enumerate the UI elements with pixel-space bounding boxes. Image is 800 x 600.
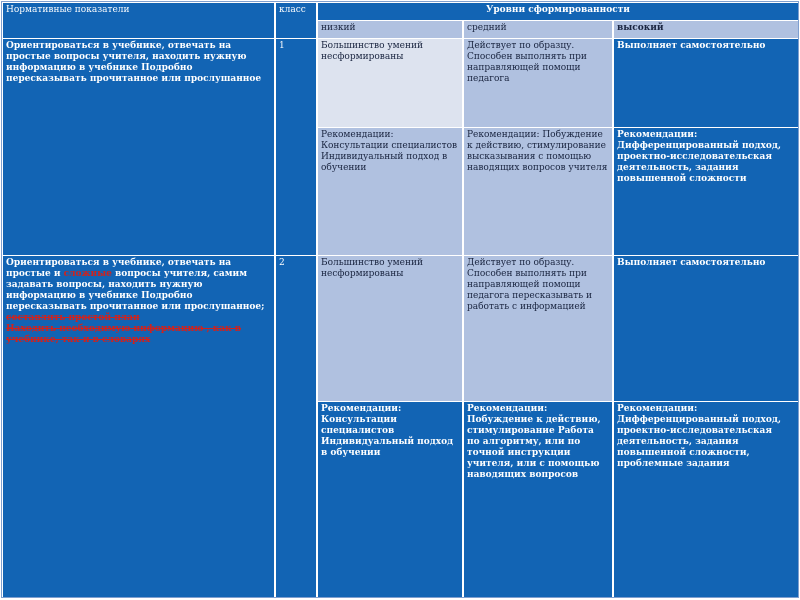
- row1-low: [318, 39, 462, 127]
- row2-indicator: [3, 256, 274, 597]
- row2-indicator-highlight-2: составлять простой план: [6, 313, 140, 323]
- header-high-label: высокий: [617, 23, 664, 33]
- row1-medium: [464, 39, 612, 127]
- row2-rec-high: [614, 402, 798, 597]
- row2-high: [614, 256, 798, 401]
- row2-indicator-text-3: Подробно пересказывать прочитанное или прослушанное;: [6, 291, 265, 312]
- header-grade-label: класс: [279, 5, 306, 15]
- row2-indicator-text-1: Ориентироваться в учебнике, отвечать на простые и: [6, 258, 232, 279]
- row1-indicator-text: Ориентироваться в учебнике, отвечать на простые вопросы учителя, находить нужную информацию в учебнике Подробно пересказывать прочитанное или прослушанное: [6, 41, 262, 84]
- row1-rec-medium-text: Рекомендации: Побуждение к действию, стимулирование высказывания с помощью наводящих вопросов учителя: [467, 130, 608, 173]
- row2-low: [318, 256, 462, 401]
- row1-rec-high: [614, 128, 798, 255]
- row2-medium-text: Действует по образцу. Способен выполнять при направляющей помощи педагога пересказывать и работать с информацией: [467, 258, 592, 312]
- row1-indicator: [3, 39, 274, 255]
- row1-high-text: Выполняет самостоятельно: [617, 41, 766, 51]
- assessment-table: [1, 1, 799, 598]
- row2-low-text: Большинство умений несформированы: [321, 258, 423, 279]
- row2-rec-low: [318, 402, 462, 597]
- header-indicators-label: Нормативные показатели: [6, 5, 130, 15]
- header-low: [318, 21, 462, 38]
- row2-rec-high-text: Рекомендации: Дифференцированный подход, проектно-исследовательская деятельность, задания повышенной сложности, проблемные задания: [617, 404, 782, 469]
- row1-medium-text: Действует по образцу. Способен выполнять при направляющей помощи педагога: [467, 41, 587, 84]
- row2-rec-medium: [464, 402, 612, 597]
- row2-rec-low-text: Рекомендации: Консультации специалистов Индивидуальный подход в обучении: [321, 404, 454, 458]
- row1-high: [614, 39, 798, 127]
- row2-medium: [464, 256, 612, 401]
- row2-indicator-highlight-1: сложные: [63, 269, 112, 279]
- row1-rec-high-text: Рекомендации: Дифференцированный подход, проектно-исследовательская деятельность, задания повышенной сложности: [617, 130, 782, 184]
- header-medium-label: средний: [467, 23, 507, 33]
- row1-grade-text: 1: [279, 41, 285, 51]
- row1-grade: [276, 39, 316, 255]
- header-levels-label: Уровни сформированности: [486, 5, 630, 15]
- row1-low-text: Большинство умений несформированы: [321, 41, 423, 62]
- row2-indicator-highlight-3: Находить необходимую информацию , как в учебнике, так и в словарях: [6, 324, 241, 345]
- row2-rec-medium-text: Рекомендации: Побуждение к действию, стимулирование Работа по алгоритму, или по точной инструкции учителя, или с помощью наводящих вопросов: [467, 404, 601, 480]
- row2-high-text: Выполняет самостоятельно: [617, 258, 766, 268]
- row1-rec-medium: [464, 128, 612, 255]
- header-levels: [318, 3, 798, 20]
- row1-rec-low-text: Рекомендации: Консультации специалистов Индивидуальный подход в обучении: [321, 130, 458, 173]
- header-medium: [464, 21, 612, 38]
- row2-indicator-text-2: вопросы учителя, самим задавать вопросы, находить нужную информацию в учебнике: [6, 269, 248, 301]
- header-grade: [276, 3, 316, 38]
- header-high: [614, 21, 798, 38]
- row2-grade: [276, 256, 316, 597]
- header-low-label: низкий: [321, 23, 356, 33]
- row1-rec-low: [318, 128, 462, 255]
- row2-grade-text: 2: [279, 258, 285, 268]
- header-indicators: [3, 3, 274, 38]
